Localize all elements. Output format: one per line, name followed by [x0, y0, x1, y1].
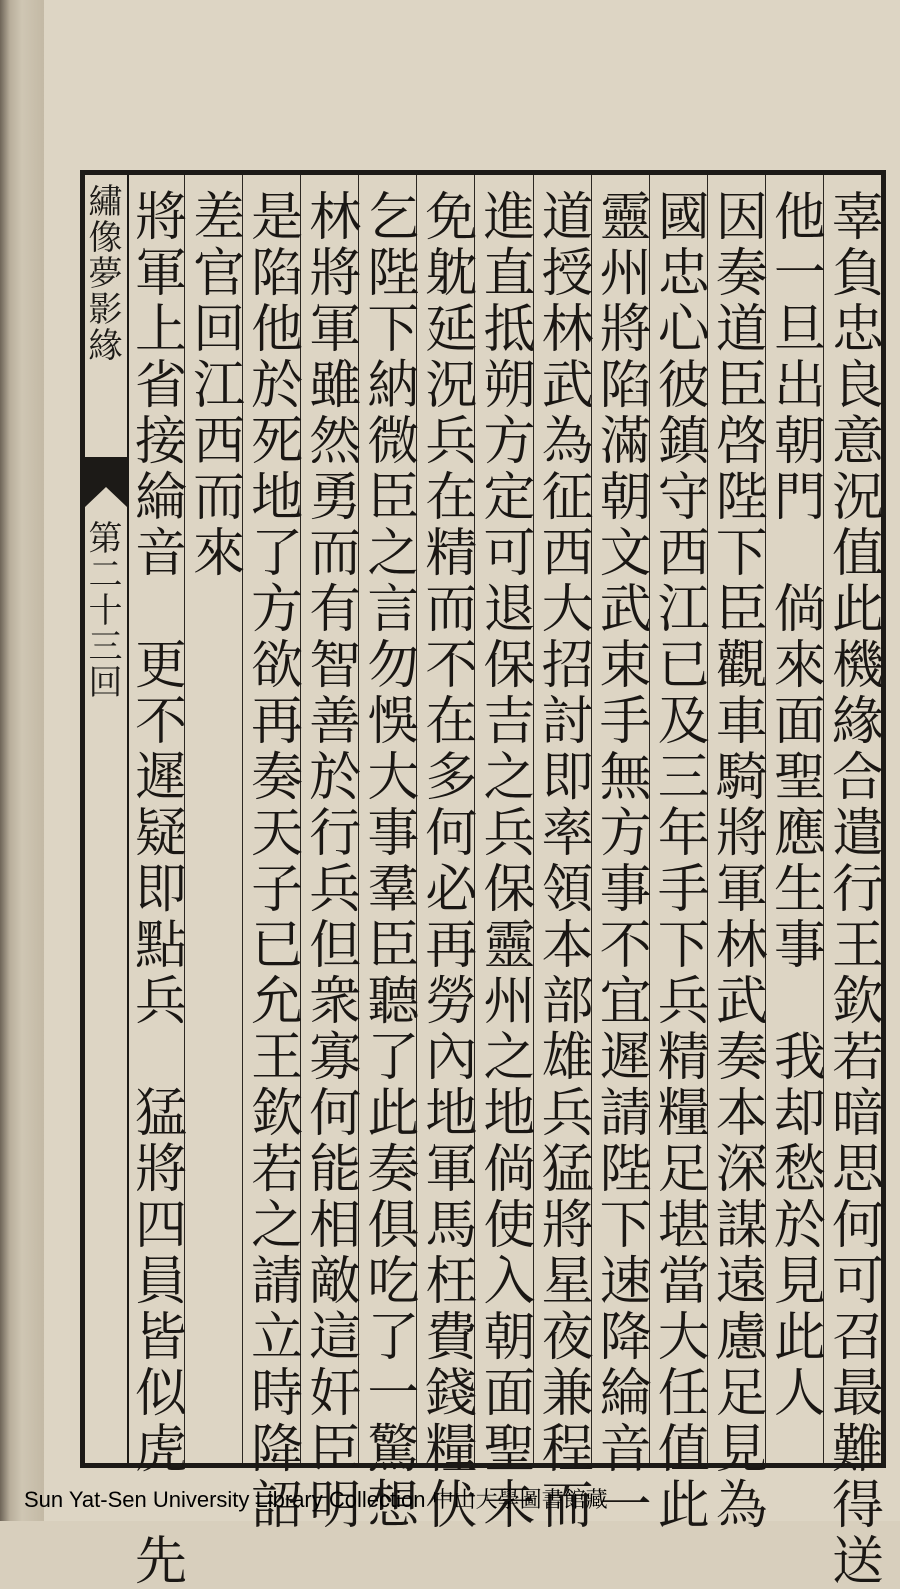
column-text: 辜負忠良意況值此機緣合遣行王欽若暗思何可召最難得送 — [822, 189, 883, 1589]
column-text: 將軍上省接綸音 更不遲疑即點兵 猛將四員皆似虎 先 — [125, 189, 186, 1589]
fish-tail-column — [82, 175, 129, 1463]
chapter-label: 第二十三回 — [82, 520, 122, 700]
text-column — [590, 175, 651, 1533]
text-column — [125, 175, 186, 1589]
text-column — [648, 175, 709, 1533]
text-column — [822, 175, 883, 1589]
column-text: 林將軍雖然勇而有智善於行兵但衆寡何能相敵這奸臣明 — [299, 189, 360, 1533]
column-text: 他一旦出朝門 倘來面聖應生事 我却愁於見此人 — [764, 189, 825, 1421]
text-column — [299, 175, 360, 1533]
text-column — [357, 175, 418, 1533]
text-column — [765, 175, 823, 1463]
text-column — [415, 175, 476, 1533]
text-column — [473, 175, 534, 1533]
column-text: 因奏道臣啓陛下臣觀車騎將軍林武奏本深謀遠慮足見為 — [706, 189, 767, 1533]
column-text: 免躭延況兵在精而不在多何必再勞內地軍馬枉費錢糧伏 — [415, 189, 476, 1533]
fish-tail-mark — [85, 457, 127, 507]
collection-credit: Sun Yat-Sen University Library Collection 中山大學圖書館藏 — [24, 1487, 608, 1512]
column-text: 靈州將陷滿朝文武束手無方事不宜遲請陛下速降綸音一 — [590, 189, 651, 1533]
book-title: 繡像夢影緣 — [82, 183, 122, 363]
column-text: 進直抵朔方定可退保吉之兵保靈州之地倘使入朝面聖未 — [473, 189, 534, 1533]
column-text: 差官回江西而來 — [183, 189, 244, 581]
text-column — [184, 175, 242, 1463]
text-column — [241, 175, 302, 1533]
column-text: 道授林武為征西大招討即率領本部雄兵猛將星夜兼程而 — [532, 189, 593, 1533]
book-edge — [0, 0, 44, 1521]
page — [44, 0, 900, 1589]
text-column — [706, 175, 767, 1533]
column-text: 國忠心彼鎮守西江已及三年手下兵精糧足堪當大任值此 — [648, 189, 709, 1533]
column-text: 是陷他於死地了方欲再奏天子已允王欽若之請立時降詔 — [241, 189, 302, 1533]
text-column — [532, 175, 593, 1533]
column-text: 乞陛下納微臣之言勿悞大事羣臣聽了此奏俱吃了一驚想 — [357, 189, 418, 1533]
